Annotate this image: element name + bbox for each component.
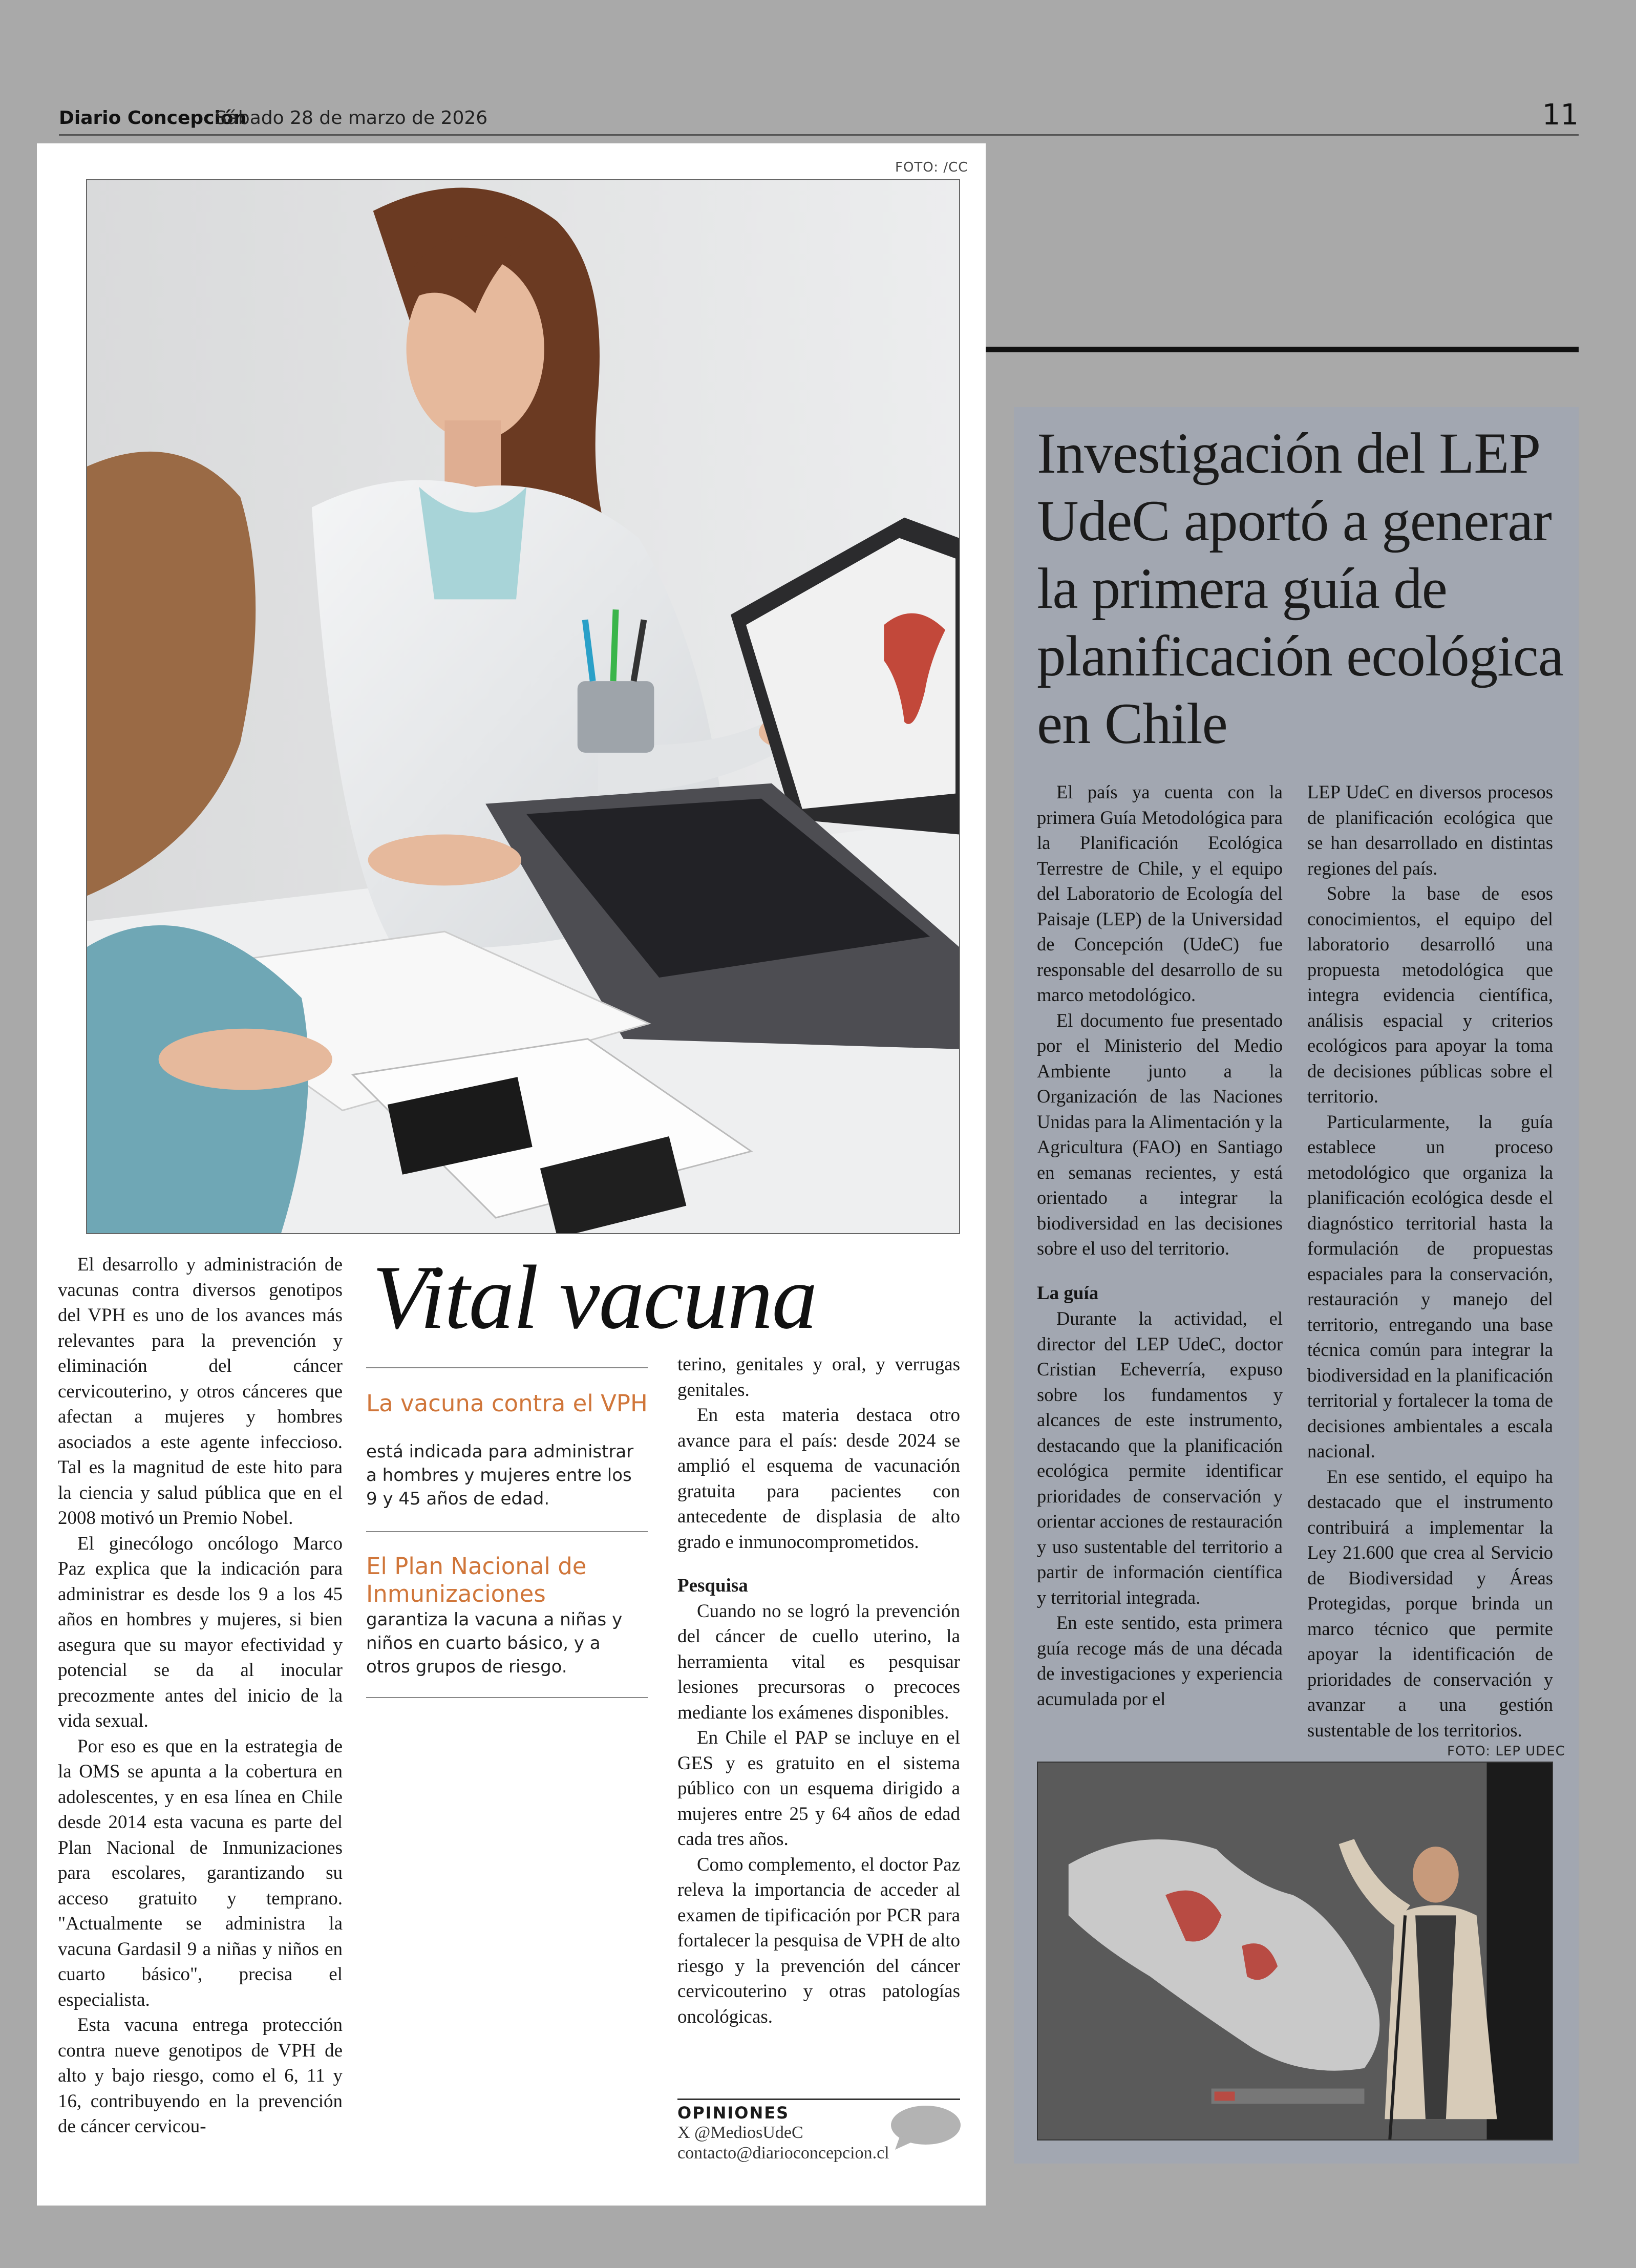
right-article-col2	[1307, 779, 1553, 1743]
left-article-col3	[677, 1352, 960, 2029]
paragraph: En este sentido, esta primera guía recoge más de una década de investigaciones y experiencia acumulada por el	[1037, 1612, 1283, 1709]
right-article-col1	[1037, 779, 1283, 1711]
paragraph: Esta vacuna entrega protección contra nueve genotipos de VPH de alto y bajo riesgo, como el 6, 11 y 16, contribuyendo en la prevención de cáncer cervicou-	[58, 2015, 343, 2137]
divider	[366, 1531, 648, 1532]
paragraph: Como complemento, el doctor Paz releva la importancia de acceder al examen de tipificación por PCR para fortalecer la pesquisa de VPH de alto riesgo y la prevención del cáncer cervicouterino y otras patologías oncológicas.	[677, 1854, 960, 2027]
paragraph: Por eso es que en la estrategia de la OMS se apunta a la cobertura en adolescentes, y en esa línea en Chile desde 2014 esta vacuna es parte del Plan Nacional de Inmunizaciones para escolares, garantizando su acceso gratuito y temprano. "Actualmente se administra la vacuna Gardasil 9 a niñas y niños en cuarto básico", precisa el especialista.	[58, 1735, 343, 2010]
paragraph: El país ya cuenta con la primera Guía Metodológica para la Planificación Ecológica Terrestre de Chile, y el equipo del Laboratorio de Ecología del Paisaje (LEP) de la Universidad de Concepción (UdeC) fue responsable del desarrollo de su marco metodológico.	[1037, 781, 1283, 1005]
social-handle: X @MediosUdeC	[677, 2123, 803, 2142]
highlights-box	[366, 1367, 648, 1698]
photo-credit: FOTO: /CC	[895, 160, 968, 175]
article-title: Vital vacuna	[372, 1246, 817, 1348]
paragraph: Particularmente, la guía establece un proceso metodológico que organiza la planificación ecológica desde el diagnóstico territorial hasta la formulación de propuestas espaciales para la conservación, restauración y manejo del territorio, entregando una base técnica común para integrar la biodiversidad en la planificación territorial y fortalecer la toma de decisiones ambientales a escala nacional.	[1307, 1111, 1553, 1461]
section-rule-right	[960, 347, 1579, 352]
paragraph: Sobre la base de esos conocimientos, el equipo del laboratorio desarrolló una propuesta metodológica que integra evidencia científica, análisis espacial y criterios ecológicos para apoyar la toma de decisiones públicas sobre el territorio.	[1307, 883, 1553, 1107]
paragraph: Durante la actividad, el director del LEP UdeC, doctor Cristian Echeverría, expuso sobre los fundamentos y alcances de este instrumento, destacando que la planificación ecológica permite identificar prioridades de conservación y orientar acciones de restauración y uso sustentable del territorio a partir de información científica y territorial integrada.	[1037, 1308, 1283, 1608]
newspaper-name: Diario Concepción	[59, 108, 247, 129]
highlight-text: está indicada para administrar a hombres y mujeres entre los 9 y 45 años de edad.	[366, 1442, 634, 1509]
paragraph: LEP UdeC en diversos procesos de planificación ecológica que se han desarrollado en distintas regiones del país.	[1307, 781, 1553, 879]
paragraph: El ginecólogo oncólogo Marco Paz explica que la indicación para administrar es desde los 9 a los 45 años en hombres y mujeres, si bien asegura que su mayor efectividad y potencial se da al inocular precozmente antes del inicio de la vida sexual.	[58, 1533, 343, 1731]
paragraph: En ese sentido, el equipo ha destacado que el instrumento contribuirá a implementar la Ley 21.600 que crea al Servicio de Biodiversidad y Áreas Protegidas, porque brinda un marco técnico que permite apoyar la identificación de prioridades de conservación y avanzar a una gestión sustentable de los territorios.	[1307, 1466, 1553, 1741]
contact-email: contacto@diarioconcepcion.cl	[677, 2144, 889, 2163]
right-headline: Investigación del LEP UdeC aportó a generar la primera guía de planificación ecológica en Chile	[1037, 421, 1563, 756]
paragraph: Cuando no se logró la prevención del cáncer de cuello uterino, la herramienta vital es pesquisar lesiones precursoras o precoces mediante los exámenes disponibles.	[677, 1600, 960, 1723]
presentation-photo	[1037, 1762, 1553, 2140]
page-number: 11	[1542, 98, 1579, 132]
issue-date: Sábado 28 de marzo de 2026	[215, 108, 488, 129]
doctor-patient-photo	[86, 179, 960, 1234]
subheading: Pesquisa	[677, 1575, 748, 1596]
subheading: La guía	[1037, 1282, 1099, 1304]
photo-credit: FOTO: LEP UDEC	[1447, 1744, 1565, 1759]
highlight-text: garantiza la vacuna a niñas y niños en cuarto básico, y a otros grupos de riesgo.	[366, 1609, 623, 1677]
divider	[366, 1367, 648, 1368]
masthead	[59, 97, 1579, 136]
divider	[366, 1697, 648, 1698]
paragraph: terino, genitales y oral, y verrugas genitales.	[677, 1354, 960, 1401]
opinions-title: OPINIONES	[677, 2103, 790, 2123]
paragraph: El documento fue presentado por el Ministerio del Medio Ambiente junto a la Organización de las Naciones Unidas para la Alimentación y la Agricultura (FAO) en Santiago en semanas recientes, y está orientado a integrar la biodiversidad en las decisiones sobre el uso del territorio.	[1037, 1009, 1283, 1259]
left-article-col1	[58, 1252, 343, 2139]
paragraph: El desarrollo y administración de vacunas contra diversos genotipos del VPH es uno de los avances más relevantes para la prevención y eliminación del cáncer cervicouterino, y otros cánceres que afectan a mujeres y hombres asociados a este agente infeccioso. Tal es la magnitud de este hito para la ciencia y salud pública que en el 2008 motivó un Premio Nobel.	[58, 1254, 343, 1529]
paragraph: En Chile el PAP se incluye en el GES y es gratuito en el sistema público con un esquema dirigido a mujeres entre 25 y 64 años de edad cada tres años.	[677, 1727, 960, 1850]
speech-bubble-icon	[890, 2105, 962, 2151]
highlight-label: El Plan Nacional de Inmunizaciones	[366, 1553, 587, 1607]
paragraph: En esta materia destaca otro avance para el país: desde 2024 se amplió el esquema de vacunación gratuita para pacientes con antecedente de displasia de alto grado e inmunocomprometidos.	[677, 1405, 960, 1553]
highlight-label: La vacuna contra el VPH	[366, 1390, 648, 1417]
